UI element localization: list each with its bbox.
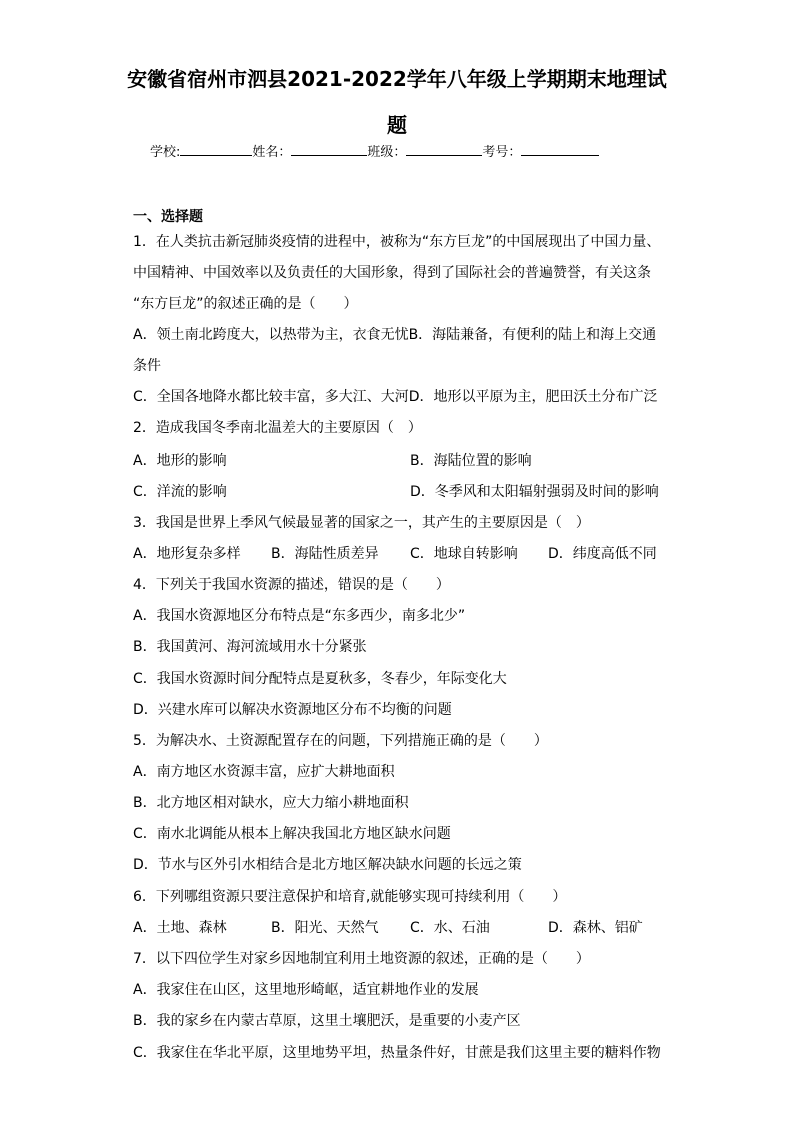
q5-option-d: D．节水与区外引水相结合是北方地区解决缺水问题的长远之策 (133, 857, 522, 873)
name-blank (291, 142, 367, 156)
q3-option-c: C．地球自转影响 (410, 546, 518, 562)
class-label: 班级： (367, 145, 407, 160)
q1-options-a-b: A．领土南北跨度大，以热带为主，衣食无忧B．海陆兼备，有便利的陆上和海上交通 (133, 327, 657, 343)
q5-option-c: C．南水北调能从根本上解决我国北方地区缺水问题 (133, 826, 451, 842)
q5-option-b: B．北方地区相对缺水，应大力缩小耕地面积 (133, 795, 409, 811)
q6-option-a: A．土地、森林 (133, 920, 227, 936)
school-label: 学校: (150, 145, 181, 160)
q6-option-d: D．森林、铝矿 (548, 920, 643, 936)
q4-option-a: A．我国水资源地区分布特点是“东多西少，南多北少” (133, 608, 466, 624)
student-info-row (150, 142, 644, 164)
q6-stem: 6．下列哪组资源只要注意保护和培育,就能够实现可持续利用（ ） (133, 889, 567, 905)
q2-option-a: A．地形的影响 (133, 453, 227, 469)
q1-options-c-d: C．全国各地降水都比较丰富，多大江、大河D．地形以平原为主，肥田沃土分布广泛 (133, 389, 658, 405)
q4-option-c: C．我国水资源时间分配特点是夏秋多，冬春少，年际变化大 (133, 671, 507, 687)
q1-stem-line-2: 中国精神、中国效率以及负责任的大国形象，得到了国际社会的普遍赞誉，有关这条 (133, 265, 651, 281)
q7-stem: 7．以下四位学生对家乡因地制宜利用土地资源的叙述，正确的是（ ） (133, 951, 590, 967)
exam-no-label: 考号： (482, 145, 522, 160)
q1-stem-line-1: 1．在人类抗击新冠肺炎疫情的进程中，被称为“东方巨龙”的中国展现出了中国力量、 (133, 234, 661, 250)
q2-option-c: C．洋流的影响 (133, 484, 227, 500)
q3-option-d: D．纬度高低不同 (548, 546, 657, 562)
q2-option-d: D．冬季风和太阳辐射强弱及时间的影响 (410, 484, 659, 500)
school-blank (180, 142, 252, 156)
q5-stem: 5．为解决水、土资源配置存在的问题，下列措施正确的是（ ） (133, 733, 548, 749)
q1-option-b-continued: 条件 (133, 358, 161, 374)
class-blank (406, 142, 482, 156)
q6-option-c: C．水、石油 (410, 920, 490, 936)
q7-option-c: C．我家住在华北平原，这里地势平坦，热量条件好，甘蔗是我们这里主要的糖料作物 (133, 1045, 661, 1061)
q7-option-a: A．我家住在山区，这里地形崎岖，适宜耕地作业的发展 (133, 982, 479, 998)
q4-option-b: B．我国黄河、海河流域用水十分紧张 (133, 639, 367, 655)
q7-option-b: B．我的家乡在内蒙古草原，这里土壤肥沃，是重要的小麦产区 (133, 1013, 521, 1029)
q6-option-b: B．阳光、天然气 (271, 920, 379, 936)
q3-option-b: B．海陆性质差异 (271, 546, 379, 562)
name-label: 姓名： (252, 145, 292, 160)
q4-option-d: D．兴建水库可以解决水资源地区分布不均衡的问题 (133, 702, 452, 718)
q2-option-b: B．海陆位置的影响 (410, 453, 532, 469)
section-heading: 一、选择题 (133, 209, 203, 225)
q2-stem: 2．造成我国冬季南北温差大的主要原因（ ） (133, 420, 422, 436)
q5-option-a: A．南方地区水资源丰富，应扩大耕地面积 (133, 764, 395, 780)
q1-stem-line-3: “东方巨龙”的叙述正确的是（ ） (133, 296, 358, 312)
q4-stem: 4．下列关于我国水资源的描述，错误的是（ ） (133, 577, 450, 593)
q3-stem: 3．我国是世界上季风气候最显著的国家之一，其产生的主要原因是（ ） (133, 515, 590, 531)
exam-title-line-2: 题 (387, 113, 407, 137)
q3-option-a: A．地形复杂多样 (133, 546, 241, 562)
exam-no-blank (521, 142, 599, 156)
exam-title-line-1: 安徽省宿州市泗县2021-2022学年八年级上学期期末地理试 (127, 67, 667, 91)
